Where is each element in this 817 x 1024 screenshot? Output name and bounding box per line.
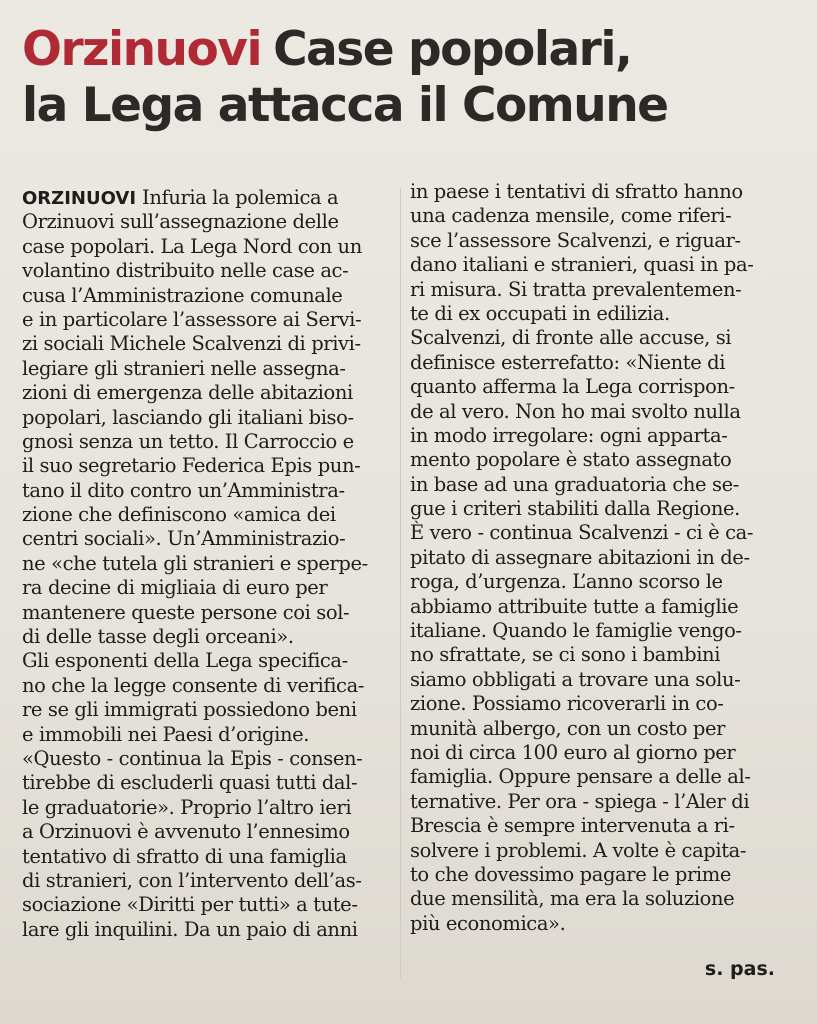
text-line-content: roga, d’urgenza. L’anno scorso le — [410, 570, 723, 594]
text-line — [410, 302, 785, 326]
headline-kicker: Orzinuovi — [22, 22, 262, 77]
text-line — [410, 229, 785, 253]
text-line — [22, 649, 392, 673]
headline-line-1 — [22, 22, 802, 78]
text-line-content: il suo segretario Federica Epis pun- — [22, 454, 361, 478]
text-line — [22, 479, 392, 503]
text-line-content: in base ad una graduatoria che se- — [410, 472, 739, 496]
text-line-content: lare gli inquilini. Da un paio di anni — [22, 917, 358, 941]
text-line-content: to che dovessimo pagare le prime — [410, 862, 731, 886]
text-line-content: sociazione «Diritti per tutti» a tute- — [22, 893, 358, 917]
text-line — [410, 741, 785, 765]
text-line-content: mento popolare è stato assegnato — [410, 448, 732, 472]
text-line — [22, 527, 392, 551]
text-line — [410, 887, 785, 911]
text-line — [410, 473, 785, 497]
text-line-content: Orzinuovi sull’assegnazione delle — [22, 210, 339, 234]
text-line-content: no sfrattate, se ci sono i bambini — [410, 643, 721, 667]
text-line-content: Brescia è sempre intervenuta a ri- — [410, 814, 735, 838]
text-line-content: tano il dito contro un’Amministra- — [22, 478, 345, 502]
text-line — [22, 576, 392, 600]
text-line-content: Infuria la polemica a — [142, 186, 339, 209]
text-line-content: ri misura. Si tratta prevalentemen- — [410, 277, 742, 301]
text-line — [410, 692, 785, 716]
text-line-content: definisce esterrefatto: «Niente di — [410, 350, 726, 374]
text-line-content: Gli esponenti della Lega specifica- — [22, 649, 348, 673]
text-line-content: in paese i tentativi di sfratto hanno — [410, 180, 743, 203]
dateline: ORZINUOVI — [22, 188, 137, 209]
text-line-content: ne «che tutela gli stranieri e sperpe- — [22, 551, 368, 575]
text-line-content: due mensilità, ma era la soluzione — [410, 887, 735, 911]
text-line — [410, 595, 785, 619]
text-line — [410, 790, 785, 814]
text-line — [22, 893, 392, 917]
text-line — [410, 839, 785, 863]
text-line-content: centri sociali». Un’Amministrazio- — [22, 527, 346, 551]
text-line — [410, 521, 785, 545]
author-signature: s. pas. — [704, 958, 775, 980]
text-line-content: di delle tasse degli orceani». — [22, 625, 294, 649]
text-line — [410, 180, 785, 204]
headline — [22, 22, 802, 134]
text-line-content: a Orzinuovi è avvenuto l’ennesimo — [22, 820, 350, 844]
text-line — [410, 278, 785, 302]
text-line — [410, 375, 785, 399]
text-line-content: zioni di emergenza delle abitazioni — [22, 381, 353, 405]
text-line — [410, 448, 785, 472]
column-divider — [400, 188, 401, 978]
text-line — [22, 454, 392, 478]
text-line — [22, 284, 392, 308]
text-line — [22, 210, 392, 234]
text-line — [410, 253, 785, 277]
headline-title-part-1: Case popolari, — [273, 22, 632, 77]
text-line-content: italiane. Quando le famiglie vengo- — [410, 619, 742, 643]
text-line-content: ra decine di migliaia di euro per — [22, 576, 328, 600]
article-column-left — [22, 186, 392, 942]
text-line — [410, 400, 785, 424]
text-line — [410, 643, 785, 667]
text-line-content: te di ex occupati in edilizia. — [410, 301, 670, 325]
text-line — [22, 820, 392, 844]
text-line-content: e immobili nei Paesi d’origine. — [22, 722, 310, 746]
text-line — [410, 204, 785, 228]
text-line — [410, 326, 785, 350]
text-line-content: zi sociali Michele Scalvenzi di privi- — [22, 332, 361, 356]
text-line — [410, 765, 785, 789]
text-line-content: zione che definiscono «amica dei — [22, 503, 336, 527]
text-line-content: zione. Possiamo ricoverarli in co- — [410, 692, 724, 716]
text-line-content: più economica». — [410, 911, 566, 935]
text-line — [22, 332, 392, 356]
text-line — [22, 259, 392, 283]
text-line — [410, 863, 785, 887]
text-line-content: ternative. Per ora - spiega - l’Aler di — [410, 789, 750, 813]
text-line-content: tirebbe di escluderli quasi tutti dal- — [22, 771, 358, 795]
text-line — [22, 357, 392, 381]
text-line — [410, 546, 785, 570]
text-line-content: legiare gli stranieri nelle assegna- — [22, 356, 346, 380]
text-line-content: abbiamo attribuite tutte a famiglie — [410, 594, 739, 618]
headline-line-2: la Lega attacca il Comune — [22, 78, 668, 133]
text-line-content: siamo obbligati a trovare una solu- — [410, 667, 741, 691]
text-line-content: no che la legge consente di verifica- — [22, 673, 364, 697]
text-line-content: cusa l’Amministrazione comunale — [22, 283, 343, 307]
text-line — [410, 912, 785, 936]
text-line-content: una cadenza mensile, come riferi- — [410, 204, 732, 228]
text-line — [410, 814, 785, 838]
text-line — [22, 796, 392, 820]
text-line-content: quanto afferma la Lega corrispon- — [410, 375, 735, 399]
text-line — [22, 869, 392, 893]
text-line — [410, 424, 785, 448]
text-line — [22, 771, 392, 795]
text-line — [22, 503, 392, 527]
text-line — [22, 552, 392, 576]
text-line-content: volantino distribuito nelle case ac- — [22, 259, 349, 283]
text-line — [410, 351, 785, 375]
text-line — [22, 406, 392, 430]
text-line-content: «Questo - continua la Epis - consen- — [22, 746, 363, 770]
article-column-right — [410, 180, 785, 936]
text-line-content: in modo irregolare: ogni apparta- — [410, 423, 728, 447]
text-line-content: solvere i problemi. A volte è capita- — [410, 838, 747, 862]
text-line — [410, 717, 785, 741]
text-line — [22, 625, 392, 649]
text-line-content: pitato di assegnare abitazioni in de- — [410, 545, 750, 569]
text-line — [22, 918, 392, 942]
text-line — [22, 381, 392, 405]
text-line-content: gue i criteri stabiliti dalla Regione. — [410, 497, 740, 521]
text-line-content: e in particolare l’assessore ai Servi- — [22, 307, 362, 331]
text-line — [22, 186, 392, 210]
text-line-content: popolari, lasciando gli italiani biso- — [22, 405, 354, 429]
text-line-content: le graduatorie». Proprio l’altro ieri — [22, 795, 352, 819]
text-line-content: di stranieri, con l’intervento dell’as- — [22, 868, 362, 892]
text-line — [22, 308, 392, 332]
text-line-content: gnosi senza un tetto. Il Carroccio e — [22, 429, 354, 453]
text-line-content: Scalvenzi, di fronte alle accuse, si — [410, 326, 732, 350]
text-line-content: de al vero. Non ho mai svolto nulla — [410, 399, 741, 423]
text-line-content: famiglia. Oppure pensare a delle al- — [410, 765, 751, 789]
text-line-content: È vero - continua Scalvenzi - ci è ca- — [410, 521, 754, 545]
text-line-content: dano italiani e stranieri, quasi in pa- — [410, 253, 754, 277]
text-line-content: tentativo di sfratto di una famiglia — [22, 844, 347, 868]
text-line — [22, 430, 392, 454]
text-line — [22, 845, 392, 869]
text-line — [22, 747, 392, 771]
text-line — [22, 723, 392, 747]
text-line-content: re se gli immigrati possiedono beni — [22, 698, 357, 722]
text-line — [22, 601, 392, 625]
text-line-content: case popolari. La Lega Nord con un — [22, 234, 362, 258]
text-line — [22, 674, 392, 698]
text-line — [410, 619, 785, 643]
text-line-content: mantenere queste persone coi sol- — [22, 600, 350, 624]
text-line — [410, 497, 785, 521]
text-line-content: sce l’assessore Scalvenzi, e riguar- — [410, 228, 741, 252]
text-line — [410, 668, 785, 692]
text-line — [22, 235, 392, 259]
text-line-content: noi di circa 100 euro al giorno per — [410, 740, 736, 764]
text-line — [22, 698, 392, 722]
text-line — [410, 570, 785, 594]
text-line-content: munità albergo, con un costo per — [410, 716, 726, 740]
